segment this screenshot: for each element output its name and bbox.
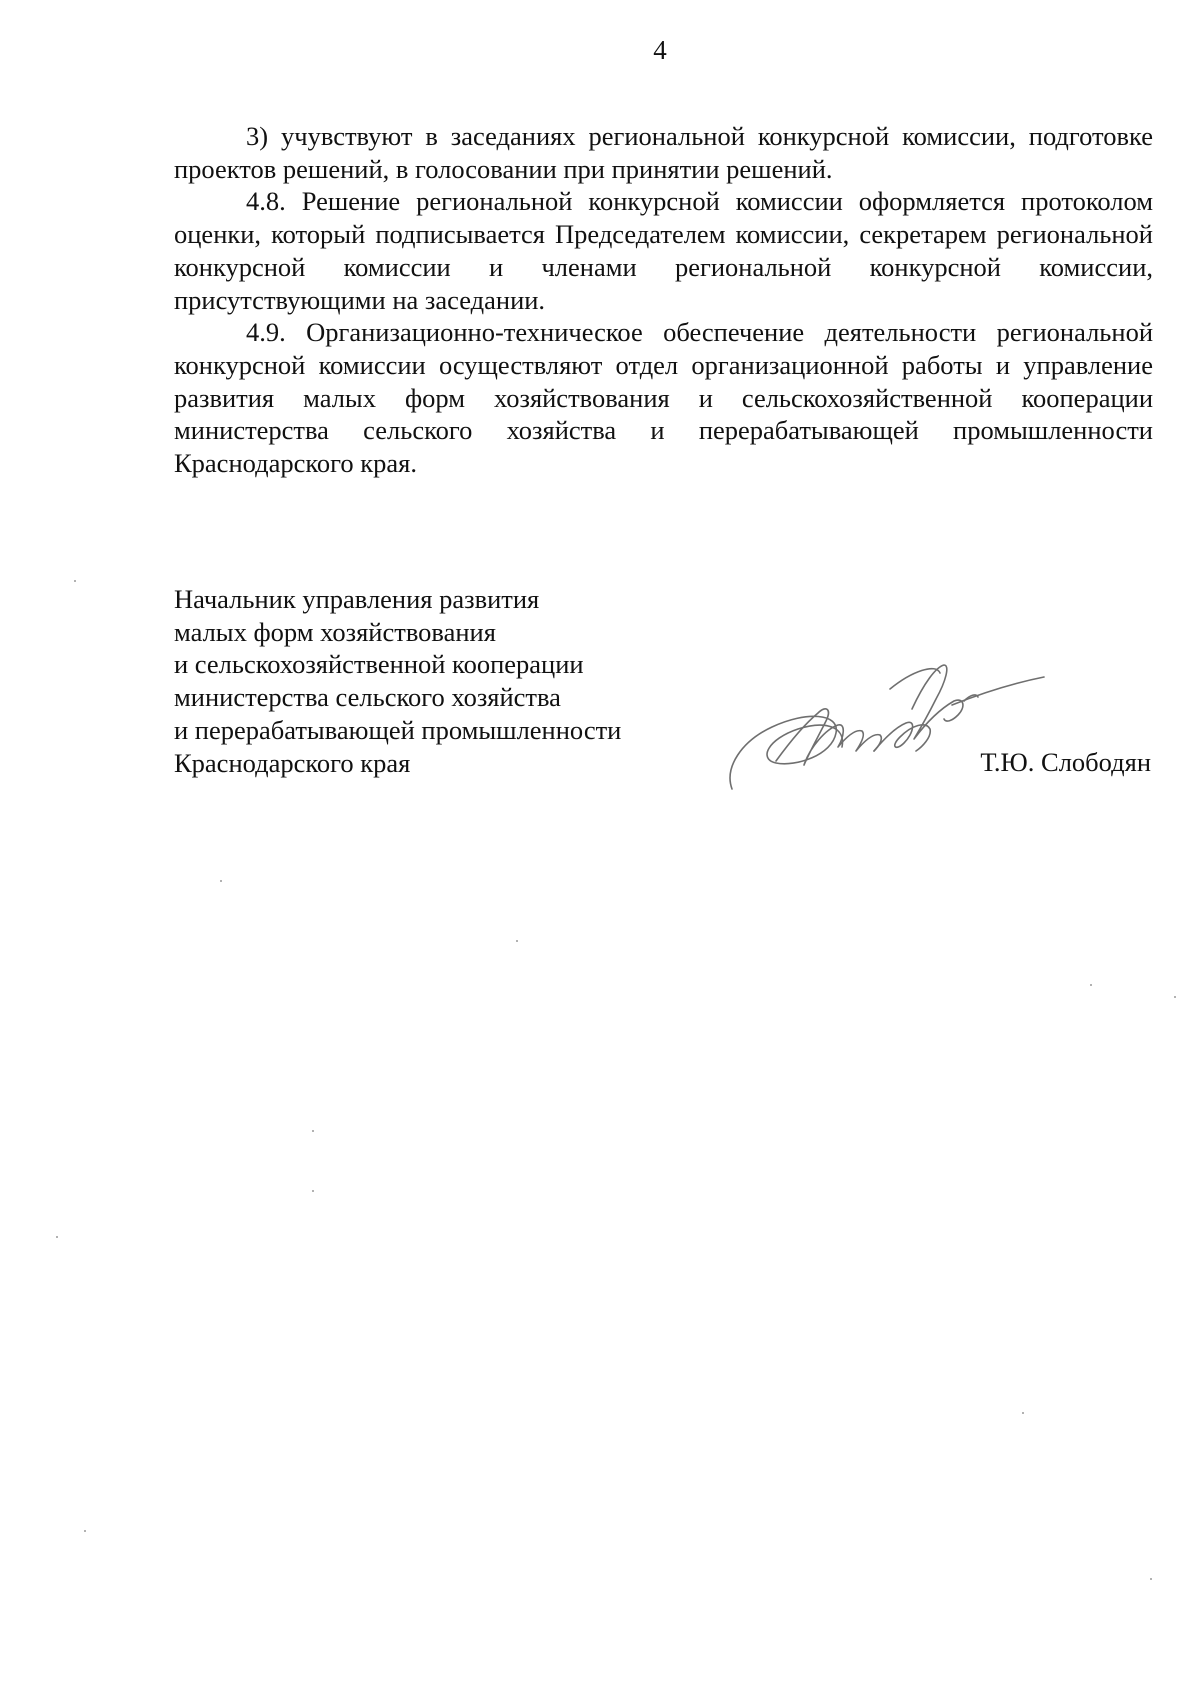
signature-stroke (776, 709, 881, 765)
position-line: Краснодарского края (174, 747, 411, 778)
page-number: 4 (653, 35, 667, 65)
signatory-position (174, 583, 774, 779)
scan-speck (516, 940, 518, 942)
scan-speck (220, 880, 222, 882)
scan-speck (1022, 1412, 1024, 1414)
scan-speck (1150, 1578, 1152, 1580)
paragraph-item-3: 3) учувствуют в заседаниях региональной конкурсной комиссии, подготовке проектов решений, в голосовании при принятии решений. (174, 121, 1153, 184)
signature-stroke (952, 677, 1044, 705)
scan-speck (312, 1190, 314, 1192)
scan-speck (1174, 996, 1176, 998)
signature-stroke (912, 665, 963, 739)
document-body (174, 120, 1153, 480)
signature-block (174, 583, 1153, 803)
signatory-name: Т.Ю. Слободян (980, 747, 1151, 777)
position-line: и сельскохозяйственной кооперации (174, 649, 584, 680)
paragraph-4-9: 4.9. Организационно-техническое обеспечение деятельности региональной конкурсной комиссии осуществляют отдел организационной работы и управление развития малых форм хозяйствования и сельскохозяйственной кооперации министерства сельского хозяйства и перерабатывающей промышленности Краснодарского края. (174, 317, 1153, 479)
position-line: и перерабатывающей промышленности (174, 714, 622, 745)
scan-speck (84, 1530, 86, 1532)
scan-speck (74, 580, 76, 582)
position-line: министерства сельского хозяйства (174, 682, 561, 713)
signature-stroke (730, 716, 842, 789)
signature-stroke (890, 669, 940, 689)
scan-speck (56, 1236, 58, 1238)
position-line: малых форм хозяйствования (174, 616, 496, 647)
paragraph-4-8: 4.8. Решение региональной конкурсной комиссии оформляется протоколом оценки, который подписывается Председателем комиссии, секретарем региональной конкурсной комиссии и членами региональной конкурсной комиссии, присутствующими на заседании. (174, 186, 1153, 315)
scan-speck (312, 1130, 314, 1132)
scan-speck (1090, 984, 1092, 986)
handwritten-signature-icon (714, 643, 1194, 803)
position-line: Начальник управления развития (174, 584, 540, 614)
